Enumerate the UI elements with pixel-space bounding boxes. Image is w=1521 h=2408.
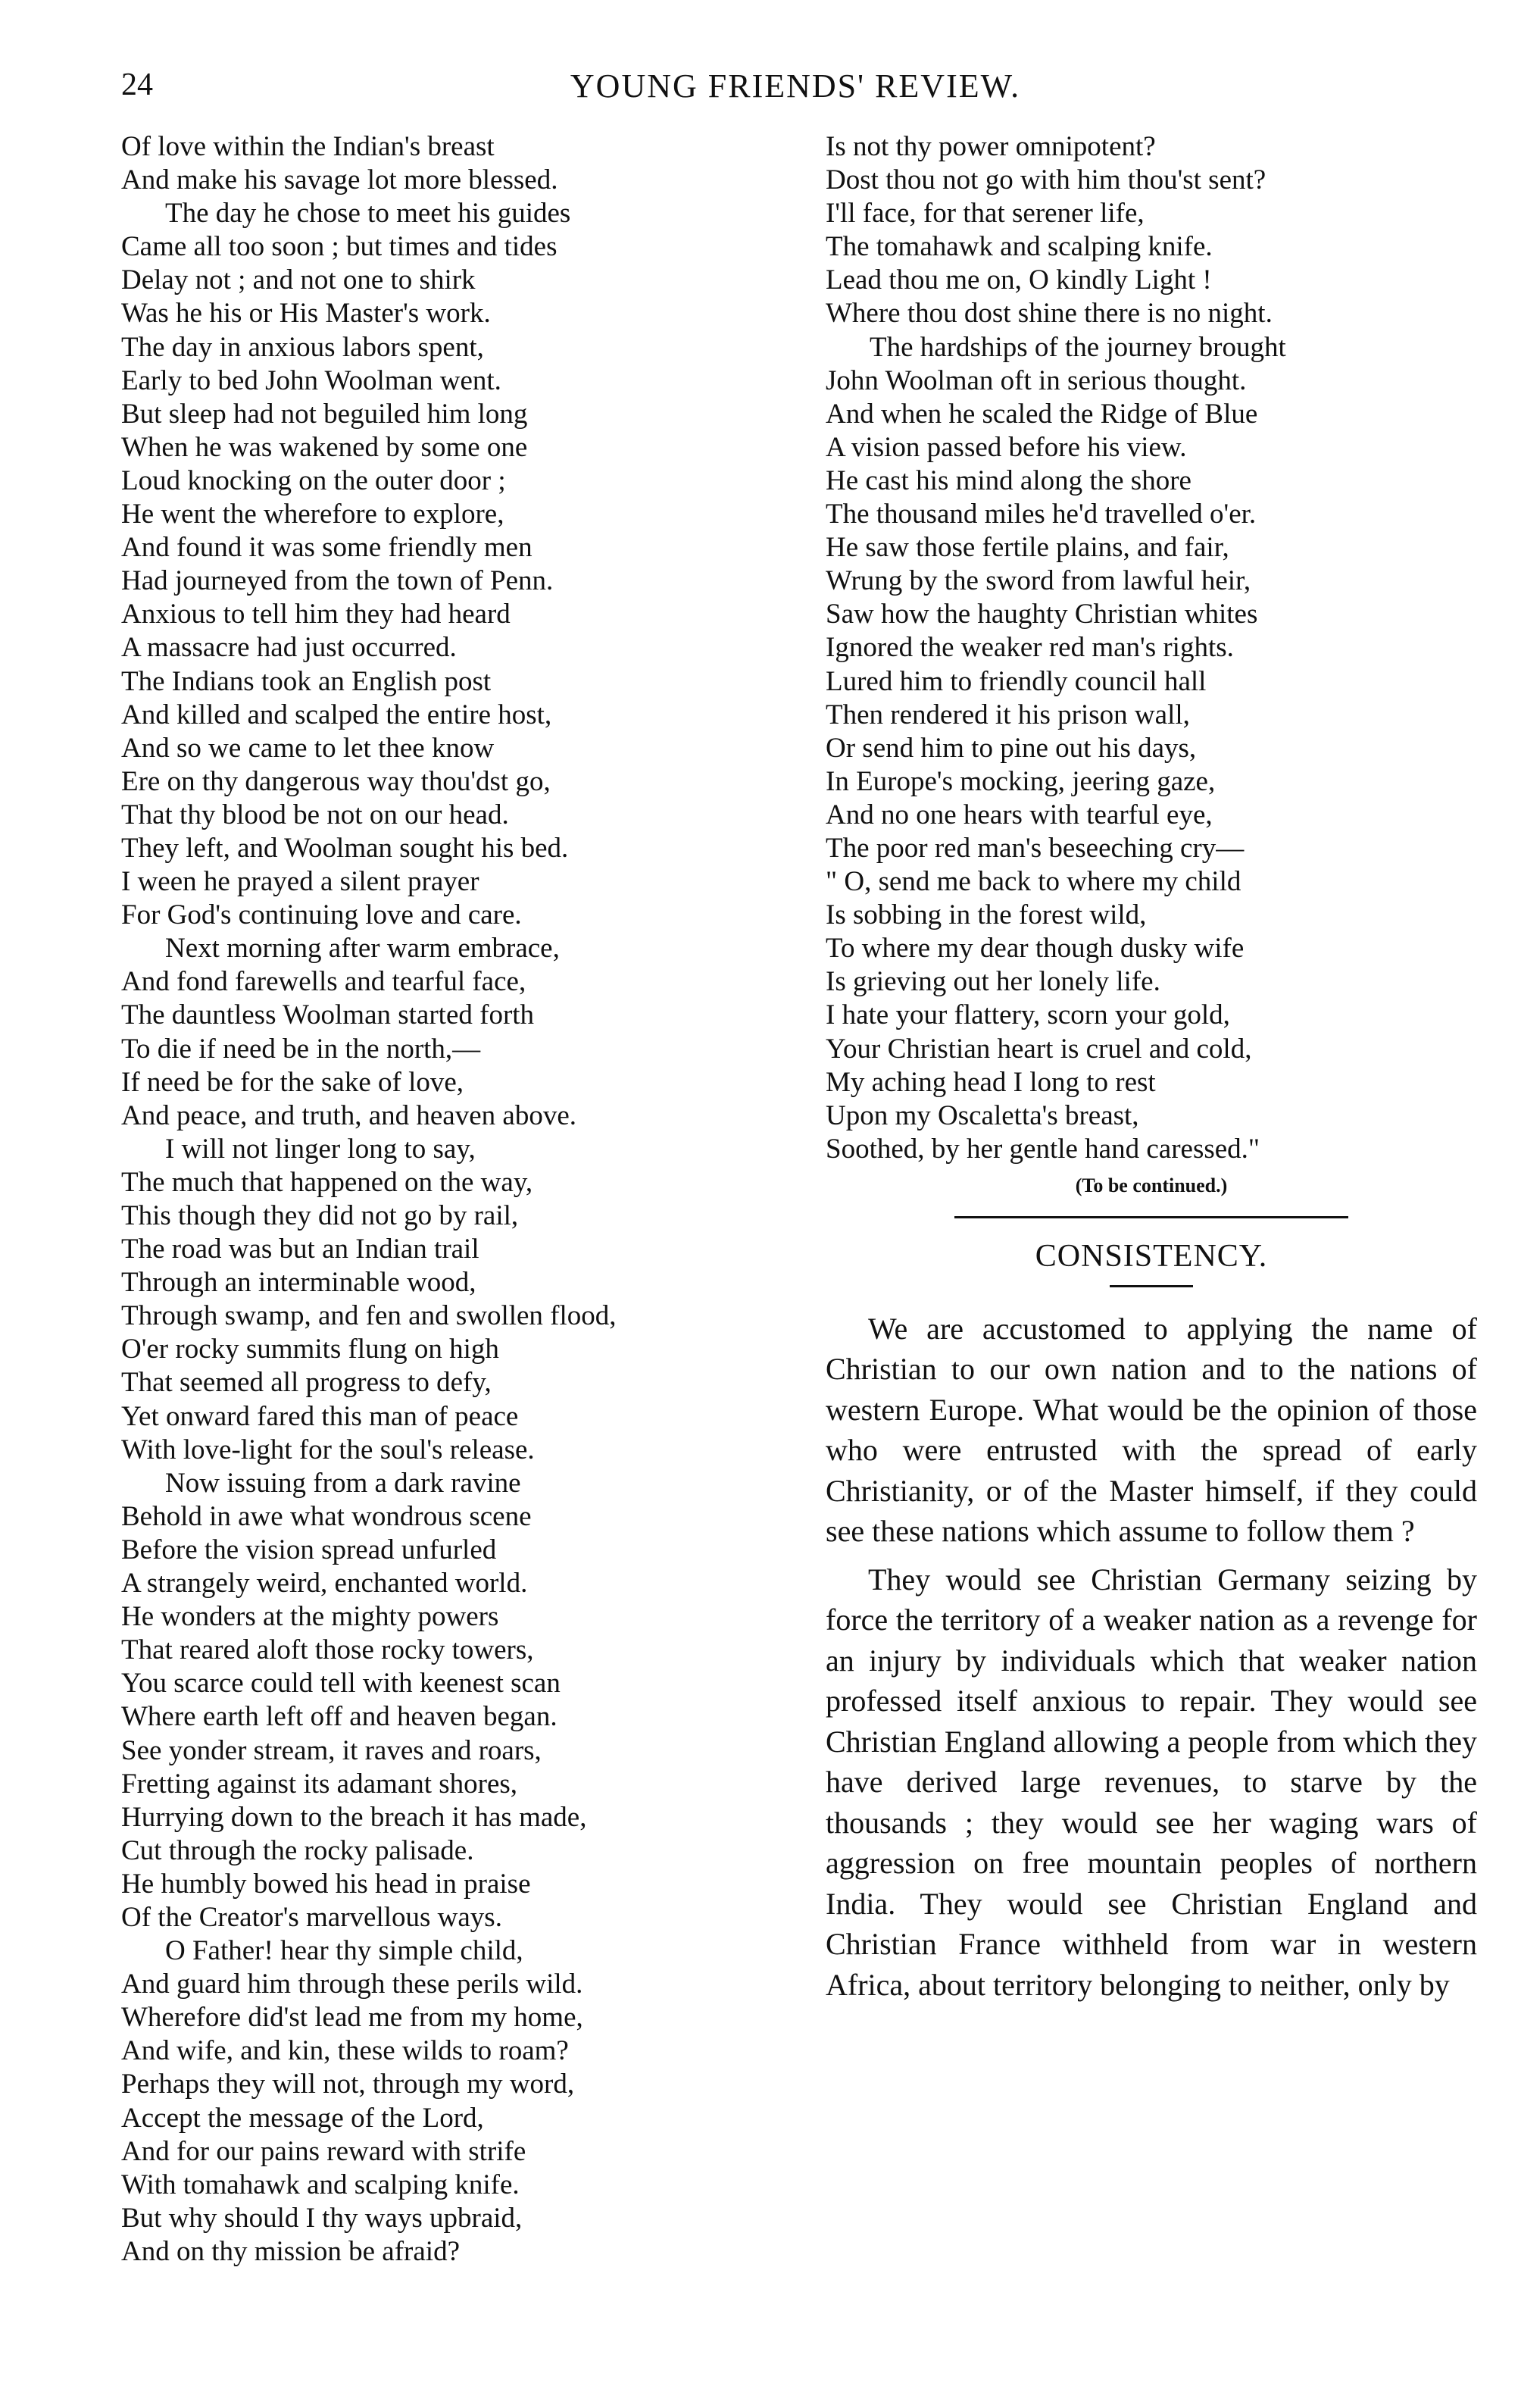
poem-line: He saw those fertile plains, and fair, [826,532,1229,564]
poem-line: Hurrying down to the breach it has made, [121,1801,587,1833]
poem-line: Before the vision spread unfurled [121,1534,497,1565]
poem-line: The dauntless Woolman started forth [121,999,535,1031]
poem-line: " O, send me back to where my child [826,866,1241,898]
poem-line: And guard him through these perils wild. [121,1969,583,2000]
right-column [826,130,1477,2005]
poem-line: Now issuing from a dark ravine [165,1467,521,1499]
poem-line: The thousand miles he'd travelled o'er. [826,499,1257,530]
poem-line: And killed and scalped the entire host, [121,699,552,730]
poem-line: And make his savage lot more blessed. [121,164,558,196]
poem-line: A strangely weird, enchanted world. [121,1568,528,1600]
poem-line: Where earth left off and heaven began. [121,1701,557,1733]
poem-line: Is not thy power omnipotent? [826,131,1156,162]
poem-column-right [826,130,1477,1166]
poem-line: That seemed all progress to defy, [121,1367,492,1399]
poem-line: He wonders at the mighty powers [121,1601,499,1633]
poem-line: Or send him to pine out his days, [826,732,1197,764]
poem-line: That reared aloft those rocky towers, [121,1634,534,1666]
poem-line: Loud knocking on the outer door ; [121,464,506,496]
poem-line: Cut through the rocky palisade. [121,1834,474,1866]
poem-line: Lured him to friendly council hall [826,665,1207,697]
poem-line: I will not linger long to say, [165,1133,476,1165]
poem-line: The hardships of the journey brought [870,331,1286,363]
poem-line: Had journeyed from the town of Penn. [121,565,554,597]
article-body [826,1309,1477,2006]
poem-line: Perhaps they will not, through my word, [121,2069,575,2100]
poem-line: A vision passed before his view. [826,431,1187,463]
poem-line: Came all too soon ; but times and tides [121,231,557,263]
poem-line: I'll face, for that serener life, [826,198,1145,230]
poem-line: But why should I thy ways upbraid, [121,2202,523,2234]
poem-line: Dost thou not go with him thou'st sent? [826,164,1266,196]
poem-line: Ignored the weaker red man's rights. [826,632,1234,664]
poem-line: Where thou dost shine there is no night. [826,298,1273,330]
poem-line: When he was wakened by some one [121,431,528,463]
page-header [121,67,1469,112]
poem-line: For God's continuing love and care. [121,899,522,931]
poem-line: He humbly bowed his head in praise [121,1868,531,1900]
poem-line: And for our pains reward with strife [121,2135,526,2167]
article-paragraph: We are accustomed to applying the name of Christian to our own nation and to the nations of western Europe. What would be the opinion of those who were entrusted with the spread of early Christianity, or of the Master himself, if they could see these nations which assume to follow them ? [826,1311,1477,1549]
poem-line: See yonder stream, it raves and roars, [121,1734,542,1766]
poem-line: With tomahawk and scalping knife. [121,2169,520,2200]
poem-line: The poor red man's beseeching cry— [826,832,1245,864]
article-title: CONSISTENCY. [1035,1238,1268,1274]
poem-line: You scarce could tell with keenest scan [121,1668,561,1700]
poem-line: Anxious to tell him they had heard [121,599,511,630]
poem-line: Next morning after warm embrace, [165,933,560,965]
journal-title: YOUNG FRIENDS' REVIEW. [570,67,1021,105]
poem-line: If need be for the sake of love, [121,1066,464,1098]
poem-line: That thy blood be not on our head. [121,799,509,830]
poem-line: Delay not ; and not one to shirk [121,264,476,296]
poem-line: Wherefore did'st lead me from my home, [121,2002,583,2034]
poem-line: Through an interminable wood, [121,1267,476,1299]
poem-line: To die if need be in the north,— [121,1033,481,1065]
poem-line: Was he his or His Master's work. [121,298,491,330]
section-divider [954,1216,1348,1218]
poem-line: And no one hears with tearful eye, [826,799,1213,830]
poem-line: And when he scaled the Ridge of Blue [826,398,1258,430]
poem-line: The much that happened on the way, [121,1166,533,1198]
poem-line: Of love within the Indian's breast [121,131,495,162]
poem-line: And fond farewells and tearful face, [121,966,526,998]
poem-line: Upon my Oscaletta's breast, [826,1099,1139,1131]
poem-line: He went the wherefore to explore, [121,499,504,530]
poem-line: He cast his mind along the shore [826,464,1192,496]
poem-line: Accept the message of the Lord, [121,2102,484,2134]
poem-line: And on thy mission be afraid? [121,2235,460,2267]
poem-line: This though they did not go by rail, [121,1200,519,1231]
poem-line: Lead thou me on, O kindly Light ! [826,264,1212,296]
poem-line: To where my dear though dusky wife [826,933,1245,965]
article-paragraph: They would see Christian Germany seizing by force the territory of a weaker nation as a revenge for an injury by individuals which that weaker nation professed itself anxious to repair. They would see Christian England allowing a people from which they have derived large revenues, to starve by the thousands ; they would see her waging wars of aggression on free mountain peoples of northern India. They would see Christian England and Christian France withheld from war in western Africa, about territory belonging to neither, only by [826,1562,1477,2002]
poem-line: Early to bed John Woolman went. [121,364,501,396]
poem-line: And wife, and kin, these wilds to roam? [121,2035,569,2067]
poem-line: Behold in awe what wondrous scene [121,1500,532,1532]
poem-line: They left, and Woolman sought his bed. [121,832,569,864]
poem-line: In Europe's mocking, jeering gaze, [826,765,1216,797]
poem-line: Your Christian heart is cruel and cold, [826,1033,1252,1065]
poem-line: O'er rocky summits flung on high [121,1334,499,1365]
poem-line: The Indians took an English post [121,665,492,697]
poem-line: I ween he prayed a silent prayer [121,866,479,898]
poem-line: With love-light for the soul's release. [121,1434,535,1465]
poem-line: Is grieving out her lonely life. [826,966,1160,998]
poem-line: A massacre had just occurred. [121,632,457,664]
poem-line: My aching head I long to rest [826,1066,1156,1098]
poem-line: And found it was some friendly men [121,532,533,564]
poem-line: Soothed, by her gentle hand caressed." [826,1133,1260,1165]
poem-line: Ere on thy dangerous way thou'dst go, [121,765,551,797]
poem-line: The day in anxious labors spent, [121,331,484,363]
poem-line: O Father! hear thy simple child, [165,1935,523,1967]
poem-line: The tomahawk and scalping knife. [826,231,1213,263]
poem-line: Yet onward fared this man of peace [121,1400,519,1432]
poem-line: Of the Creator's marvellous ways. [121,1901,502,1933]
page-number: 24 [121,67,153,102]
poem-line: I hate your flattery, scorn your gold, [826,999,1230,1031]
poem-line: The road was but an Indian trail [121,1234,479,1265]
poem-line: Fretting against its adamant shores, [121,1768,518,1800]
poem-column-left [121,130,795,2269]
poem-line: And peace, and truth, and heaven above. [121,1099,576,1131]
poem-line: Saw how the haughty Christian whites [826,599,1258,630]
poem-line: Wrung by the sword from lawful heir, [826,565,1251,597]
poem-line: Is sobbing in the forest wild, [826,899,1147,931]
poem-line: And so we came to let thee know [121,732,495,764]
poem-line: But sleep had not beguiled him long [121,398,528,430]
poem-line: The day he chose to meet his guides [165,198,571,230]
poem-line: Through swamp, and fen and swollen flood, [121,1300,617,1332]
continued-note: (To be continued.) [1075,1174,1228,1196]
title-rule [1110,1285,1193,1287]
poem-line: John Woolman oft in serious thought. [826,364,1247,396]
poem-line: Then rendered it his prison wall, [826,699,1190,730]
